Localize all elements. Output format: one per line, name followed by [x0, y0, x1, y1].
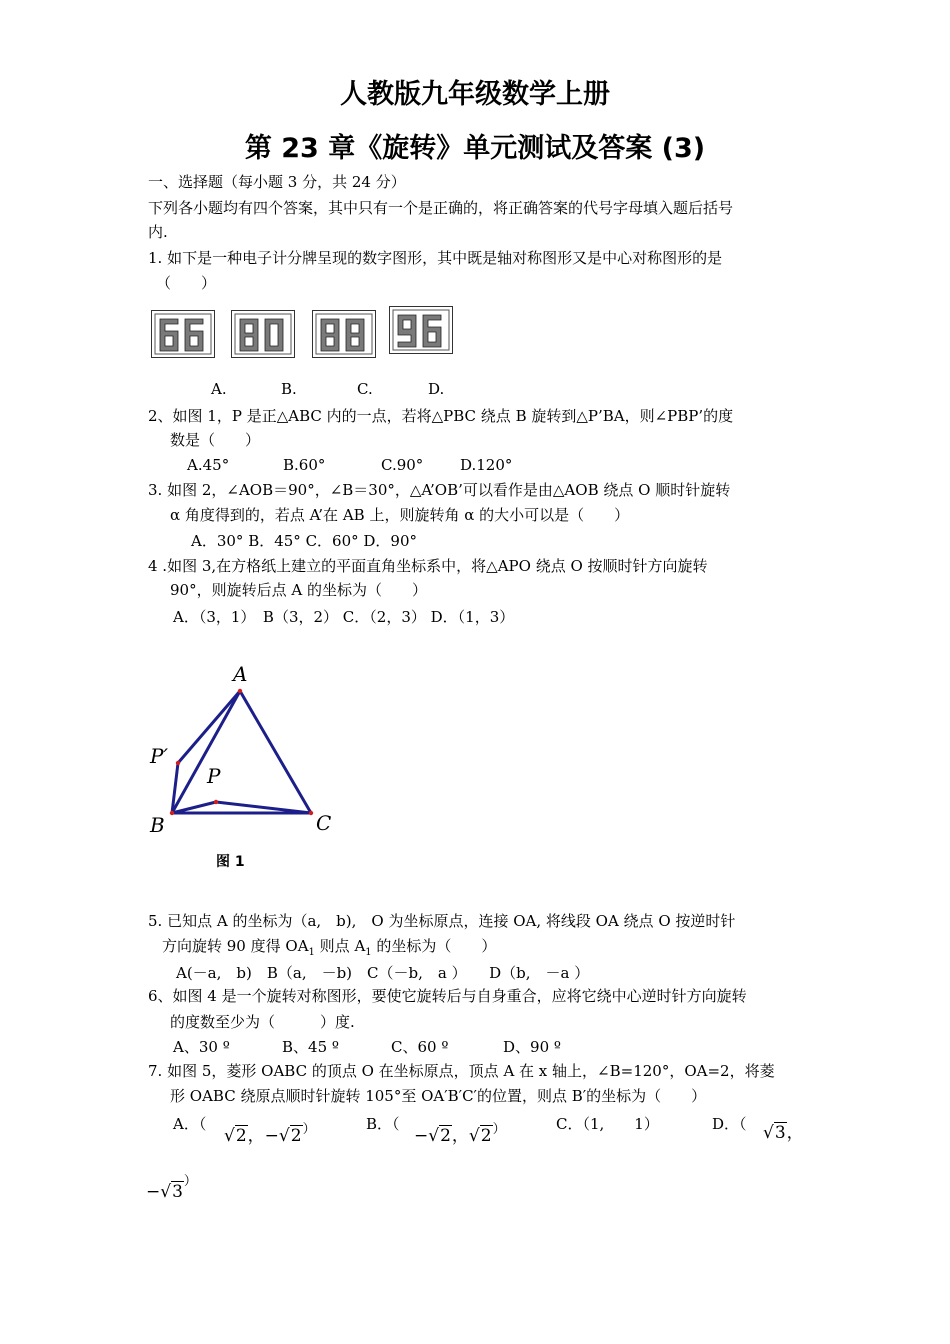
section-heading: 一、选择题（每小题 3 分，共 24 分）: [148, 173, 406, 191]
instruction-line-2: 内.: [148, 223, 168, 241]
point-b: [170, 811, 174, 815]
q5-options: A(－a, b) B（a, －b) C（－b, a ） D（b, －a ）: [176, 964, 590, 982]
point-c: [309, 811, 313, 815]
q7-option-d-label: D．（: [712, 1115, 747, 1133]
q5-text-line2: 方向旋转 90 度得 $OA_1$ 则点 $A_1$ 的坐标为（ ）: [162, 937, 497, 958]
scoreboard-digits-66-icon: [151, 310, 215, 358]
scoreboard-digits-96-icon: [389, 306, 453, 354]
point-a: [238, 689, 242, 693]
segment-ac: [240, 691, 311, 813]
q7-option-d-value-part1: √3，: [763, 1123, 804, 1143]
q4-text-line2: 90°，则旋转后点 A 的坐标为（ ）: [170, 581, 427, 599]
q7-option-c: C．（1, 1）: [556, 1115, 659, 1133]
q7-option-a-label: A．（: [173, 1115, 207, 1133]
figure1-label-a: A: [233, 662, 248, 686]
q2-text-line1: 2、如图 1，P 是正△ABC 内的一点，若将△PBC 绕点 B 旋转到△P’BA，则∠PBP’的度: [148, 407, 734, 425]
page-subtitle: 第 23 章《旋转》单元测试及答案 (3): [244, 133, 706, 164]
q7-option-a-value: √2，−√2）: [224, 1122, 316, 1146]
figure1-label-b: B: [150, 813, 165, 837]
q7-option-b-label: B．（: [366, 1115, 400, 1133]
q3-text-line1: 3. 如图 2，∠AOB＝90°，∠B＝30°，△A’OB’可以看作是由△AOB 绕点 O 顺时针旋转: [148, 481, 731, 499]
q1-text-line2: （ ）: [156, 274, 217, 292]
q1-option-c: C.: [357, 380, 373, 398]
q1-option-b: B.: [281, 380, 297, 398]
instruction-line-1: 下列各小题均有四个答案，其中只有一个是正确的，将正确答案的代号字母填入题后括号: [148, 199, 734, 217]
q7-text-line1: 7. 如图 5，菱形 OABC 的顶点 O 在坐标原点，顶点 A 在 x 轴上，∠B=120°，OA=2，将菱: [148, 1062, 775, 1080]
figure1-label-p: P: [207, 764, 221, 788]
q6-text-line1: 6、如图 4 是一个旋转对称图形，要使它旋转后与自身重合，应将它绕中心逆时针方向旋转: [148, 987, 747, 1005]
page-title: 人教版九年级数学上册: [340, 79, 610, 110]
q3-text-line2: α 角度得到的，若点 A’在 AB 上，则旋转角 α 的大小可以是（ ）: [170, 506, 630, 524]
q1-option-a: A.: [211, 380, 227, 398]
q1-option-d: D.: [428, 380, 445, 398]
q7-text-line2: 形 OABC 绕原点顺时针旋转 105°至 OA′B′C′的位置，则点 B′的坐标为（ ）: [170, 1087, 707, 1105]
q2-option-b: B.60°: [283, 456, 326, 474]
scoreboard-digits-88-icon: [312, 310, 376, 358]
figure1-caption: 图 1: [216, 854, 245, 870]
q7-option-b-value: −√2，√2）: [414, 1122, 506, 1146]
q2-text-line2: 数是（ ）: [170, 431, 261, 449]
q6-option-a: A、30 º: [173, 1038, 230, 1056]
q2-option-d: D.120°: [460, 456, 513, 474]
q3-options: A．30° B．45° C．60° D．90°: [191, 532, 418, 550]
q1-text-line1: 1. 如下是一种电子计分牌呈现的数字图形，其中既是轴对称图形又是中心对称图形的是: [148, 249, 723, 267]
q5-text-line1: 5. 已知点 A 的坐标为（a, b), O 为坐标原点，连接 OA, 将线段 OA 绕点 O 按逆时针: [148, 912, 736, 930]
q4-options: A．（3，1） B（3，2） C．（2，3） D．（1，3）: [173, 608, 515, 626]
q6-text-line2: 的度数至少为（ ）度.: [170, 1013, 355, 1031]
q6-option-c: C、60 º: [391, 1038, 449, 1056]
q7-option-d-value-part2: −√3）: [146, 1174, 197, 1202]
q2-option-a: A.45°: [187, 456, 230, 474]
scoreboard-digits-80-icon: [231, 310, 295, 358]
segment-pc: [216, 802, 311, 813]
point-p: [214, 800, 218, 804]
figure1-label-c: C: [316, 811, 332, 835]
q4-text-line1: 4 .如图 3,在方格纸上建立的平面直角坐标系中，将△APO 绕点 O 按顺时针方向旋转: [148, 557, 708, 575]
point-p-prime: [176, 761, 180, 765]
segment-ab: [172, 691, 240, 813]
q2-option-c: C.90°: [381, 456, 424, 474]
figure1-label-p-prime: P′: [150, 744, 168, 768]
q6-option-d: D、90 º: [503, 1038, 561, 1056]
q6-option-b: B、45 º: [282, 1038, 339, 1056]
segment-ap-prime: [178, 691, 240, 763]
